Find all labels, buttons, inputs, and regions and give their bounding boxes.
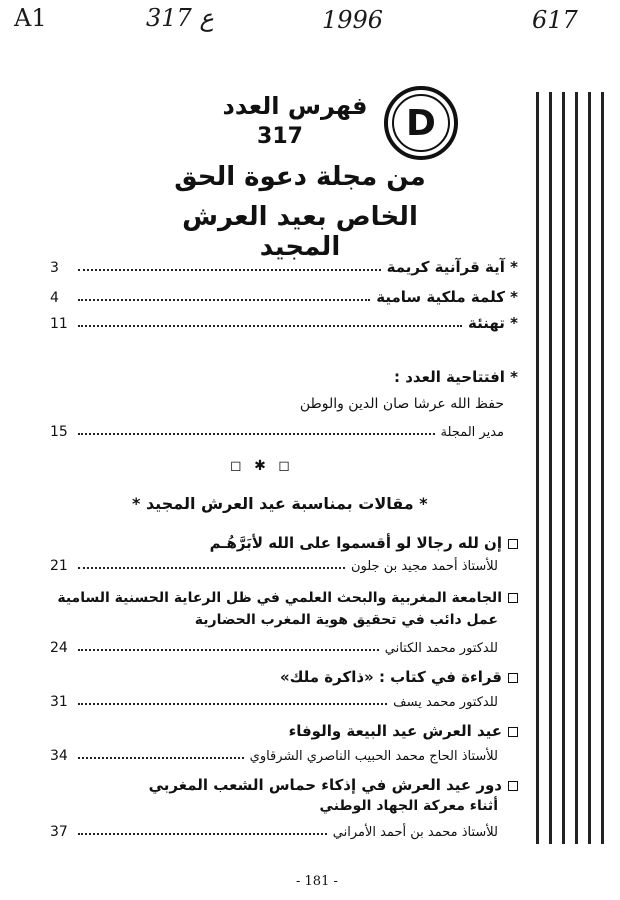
year-note: 1996: [322, 6, 384, 34]
article-title-text: دور عيد العرش في إذكاء حماس الشعب المغربي: [148, 776, 502, 794]
leader-dots: [78, 649, 379, 651]
toc-page-number: 37: [50, 824, 68, 840]
section-divider: ◻ ✱ ◻: [230, 458, 294, 474]
checkbox-bullet-icon: [508, 673, 518, 683]
toc-entry-label: * آية قرآنية كريمة: [386, 258, 518, 276]
issue-number: 317: [257, 124, 303, 149]
checkbox-bullet-icon: [508, 781, 518, 791]
toc-entry-article-3[interactable]: [50, 688, 518, 710]
circled-letter-seal: [384, 86, 458, 160]
leader-dots: [78, 703, 387, 705]
leader-dots: [78, 833, 327, 835]
article-title-text: عيد العرش عيد البيعة والوفاء: [288, 722, 502, 740]
toc-entry-author: للأستاذ محمد بن أحمد الأمراني: [332, 825, 498, 840]
seal-letter: D: [392, 94, 450, 152]
toc-entry-author: للدكتور محمد الكتاني: [384, 641, 498, 656]
page-ref-note: 617: [532, 6, 578, 34]
editorial-heading: * افتتاحية العدد :: [394, 368, 518, 386]
article-title[interactable]: [57, 590, 518, 606]
leader-dots: [78, 567, 345, 569]
toc-entry-quran[interactable]: [50, 254, 518, 276]
article-subtitle: عمل دائب في تحقيق هوية المغرب الحضارية: [194, 612, 498, 628]
leader-dots: [78, 269, 381, 271]
article-subtitle: أثناء معركة الجهاد الوطني: [319, 798, 498, 814]
checkbox-bullet-icon: [508, 727, 518, 737]
decorative-vertical-bars: [536, 92, 604, 844]
toc-entry-author: للدكتور محمد يسف: [393, 695, 498, 710]
leader-dots: [78, 433, 435, 435]
checkbox-bullet-icon: [508, 593, 518, 603]
toc-page-number: 24: [50, 640, 68, 656]
article-title[interactable]: [289, 722, 518, 740]
issue-note: 317 ع: [146, 4, 214, 32]
index-title: فهرس العدد: [222, 92, 368, 120]
article-title-text: قراءة في كتاب : «ذاكرة ملك»: [280, 668, 502, 686]
section-heading: * مقالات بمناسبة عيد العرش المجيد *: [132, 494, 428, 513]
toc-entry-royal-speech[interactable]: [50, 284, 518, 306]
toc-entry-editorial[interactable]: [50, 418, 518, 440]
toc-entry-congratulation[interactable]: [50, 310, 518, 332]
magazine-line: من مجلة دعوة الحق: [174, 162, 426, 192]
article-title-text: الجامعة المغربية والبحث العلمي في ظل الرعاية الحسنية السامية: [57, 590, 502, 606]
toc-entry-author: للأستاذ الحاج محمد الحبيب الناصري الشرقاوي: [249, 749, 498, 764]
leader-dots: [78, 325, 462, 327]
toc-entry-article-1[interactable]: [50, 552, 518, 574]
archive-code: A1: [14, 4, 47, 32]
toc-page-number: 11: [50, 316, 68, 332]
checkbox-bullet-icon: [508, 539, 518, 549]
toc-entry-author: للأستاذ أحمد مجيد بن جلون: [350, 559, 498, 574]
article-title[interactable]: [210, 534, 518, 552]
article-title-text: إن لله رجالا لو أقسموا على الله لأبَرَّهُـم: [209, 534, 502, 552]
leader-dots: [78, 757, 244, 759]
toc-entry-article-5[interactable]: [50, 818, 518, 840]
article-title[interactable]: [280, 668, 518, 686]
toc-entry-label: * تهنئة: [468, 314, 518, 332]
toc-entry-article-4[interactable]: [50, 742, 518, 764]
toc-page-number: 21: [50, 558, 68, 574]
leader-dots: [78, 299, 370, 301]
article-title[interactable]: [149, 776, 518, 794]
footer-page-number: - 181 -: [296, 874, 338, 889]
special-issue-line: الخاص بعيد العرش المجيد: [182, 202, 418, 262]
toc-entry-label: * كلمة ملكية سامية: [376, 288, 518, 306]
toc-entry-article-2[interactable]: [50, 634, 518, 656]
toc-page-number: 4: [50, 290, 59, 306]
toc-entry-author: مدير المجلة: [440, 425, 504, 440]
toc-page-number: 15: [50, 424, 68, 440]
toc-page-number: 34: [50, 748, 68, 764]
toc-page-number: 3: [50, 260, 59, 276]
toc-page-number: 31: [50, 694, 68, 710]
editorial-subtitle[interactable]: حفظ الله عرشا صان الدين والوطن: [299, 396, 504, 412]
